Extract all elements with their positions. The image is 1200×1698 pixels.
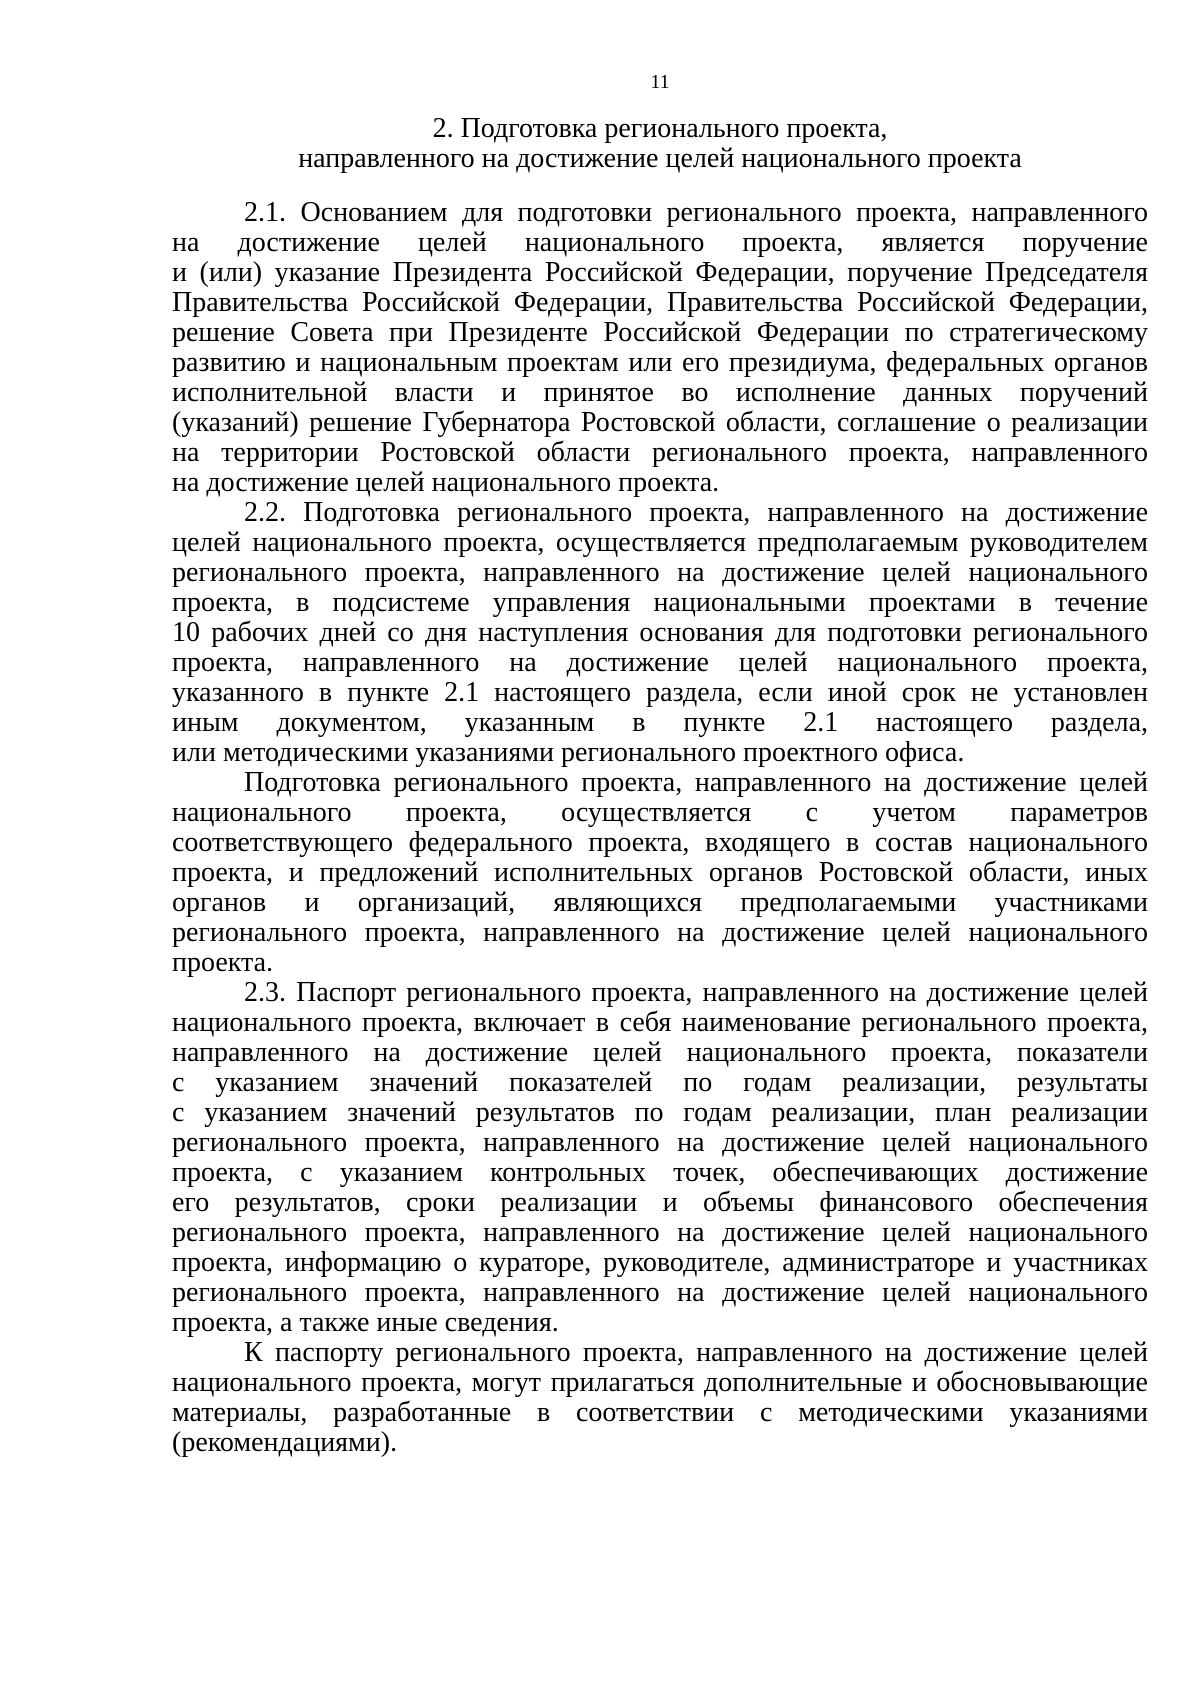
text-line: национального проекта, могут прилагаться дополнительные и обосновывающие [172,1367,1148,1398]
text-line: и (или) указание Президента Российской Федерации, поручение Председателя [172,257,1148,288]
text-line: проекта, направленного на достижение целей национального проекта, [172,647,1148,678]
text-line: 2.1. Основанием для подготовки регионального проекта, направленного [244,197,1148,228]
text-line: его результатов, сроки реализации и объемы финансового обеспечения [172,1187,1148,1218]
text-line: проекта, в подсистеме управления национальными проектами в течение [172,587,1148,618]
text-line: направленного на достижение целей национального проекта, показатели [172,1037,1148,1068]
section-heading-line: направленного на достижение целей национального проекта [298,143,1022,174]
text-line: регионального проекта, направленного на достижение целей национального [172,557,1148,588]
text-line: (указаний) решение Губернатора Ростовской области, соглашение о реализации [172,407,1148,438]
text-line: исполнительной власти и принятое во исполнение данных поручений [172,377,1148,408]
paragraph-2-2 [172,498,1148,768]
text-line: органов и организаций, являющихся предполагаемыми участниками [172,887,1148,918]
text-line: развитию и национальным проектам или его президиума, федеральных органов [172,347,1148,378]
text-line: (рекомендациями). [172,1427,398,1458]
text-line: проекта, а также иные сведения. [172,1307,559,1338]
text-line: проекта, информацию о кураторе, руководителе, администраторе и участниках [172,1247,1148,1278]
text-line: решение Совета при Президенте Российской Федерации по стратегическому [172,317,1148,348]
text-line: 10 рабочих дней со дня наступления основания для подготовки регионального [172,617,1148,648]
text-line: или методическими указаниями регионального проектного офиса. [172,737,965,768]
text-line: на достижение целей национального проекта, является поручение [172,227,1148,258]
section-heading-line: 2. Подготовка регионального проекта, [432,113,888,144]
paragraph-preparation-parameters [172,768,1148,978]
text-line: проекта. [172,947,273,978]
text-line: материалы, разработанные в соответствии с методическими указаниями [172,1397,1148,1428]
text-line: национального проекта, осуществляется с учетом параметров [172,797,1148,828]
text-line: регионального проекта, направленного на достижение целей национального [172,1127,1148,1158]
text-line: на территории Ростовской области регионального проекта, направленного [172,437,1148,468]
text-line: с указанием значений результатов по годам реализации, план реализации [172,1097,1148,1128]
paragraph-2-3 [172,978,1148,1338]
text-line: Подготовка регионального проекта, направленного на достижение целей [244,767,1148,798]
section-heading [172,114,1148,174]
text-line: соответствующего федерального проекта, входящего в состав национального [172,827,1148,858]
text-line: К паспорту регионального проекта, направленного на достижение целей [244,1337,1148,1368]
text-line: с указанием значений показателей по годам реализации, результаты [172,1067,1148,1098]
text-line: на достижение целей национального проекта. [172,467,720,498]
text-line: указанного в пункте 2.1 настоящего раздела, если иной срок не установлен [172,677,1148,708]
page-number: 11 [650,71,670,93]
text-line: целей национального проекта, осуществляется предполагаемым руководителем [172,527,1148,558]
text-line: проекта, с указанием контрольных точек, обеспечивающих достижение [172,1157,1148,1188]
text-line: Правительства Российской Федерации, Правительства Российской Федерации, [172,287,1148,318]
body-text [172,198,1148,1458]
paragraph-passport-attachments [172,1338,1148,1458]
text-line: регионального проекта, направленного на достижение целей национального [172,917,1148,948]
text-line: иным документом, указанным в пункте 2.1 настоящего раздела, [172,707,1148,738]
text-line: проекта, и предложений исполнительных органов Ростовской области, иных [172,857,1148,888]
text-line: национального проекта, включает в себя наименование регионального проекта, [172,1007,1148,1038]
text-line: регионального проекта, направленного на достижение целей национального [172,1277,1148,1308]
text-line: регионального проекта, направленного на достижение целей национального [172,1217,1148,1248]
text-line: 2.2. Подготовка регионального проекта, направленного на достижение [244,497,1148,528]
text-line: 2.3. Паспорт регионального проекта, направленного на достижение целей [244,977,1148,1008]
paragraph-2-1 [172,198,1148,498]
